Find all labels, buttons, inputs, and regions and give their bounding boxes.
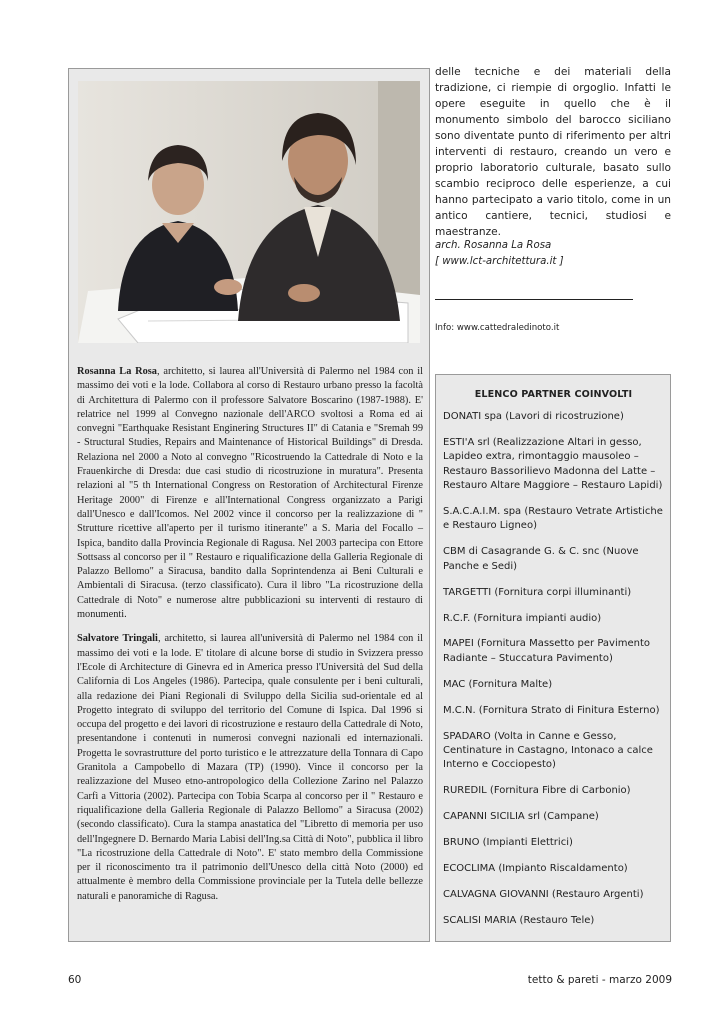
partner-item: CBM di Casagrande G. & C. snc (Nuove Panche e Sedi) <box>443 546 639 572</box>
info-line: Info: www.cattedraledinoto.it <box>435 323 560 333</box>
partner-item: MAPEI (Fornitura Massetto per Pavimento Radiante – Stuccatura Pavimento) <box>443 638 651 664</box>
partner-item: SCALISI MARIA (Restauro Tele) <box>443 914 595 926</box>
page-number: 60 <box>68 974 82 986</box>
partner-item: CAPANNI SICILIA srl (Campane) <box>443 811 599 823</box>
partner-item: CALVAGNA GIOVANNI (Restauro Argenti) <box>443 888 644 900</box>
intro-paragraph: delle tecniche e dei materiali della tradizione, ci riempie di orgoglio. Infatti le opere eseguite in quello che è il monumento simbolo del barocco siciliano sono diventate punto di riferimento per altri interventi di restauro, creando un vero e proprio laboratorio culturale, basato sullo scambio reciproco delle esperienze, a cui hanno partecipato a vario titolo, come in un antico cantiere, tecnici, studiosi e maestranze. <box>435 66 671 238</box>
publication-footer: tetto & pareti - marzo 2009 <box>527 974 672 986</box>
partners-list <box>443 410 664 928</box>
partners-box <box>435 374 671 942</box>
architects-photo <box>78 81 420 343</box>
bio-name-la-rosa: Rosanna La Rosa <box>77 366 157 377</box>
bio-name-tringali: Salvatore Tringali <box>77 633 158 645</box>
architects-photo-drawing <box>78 81 420 343</box>
bio-text-la-rosa: , architetto, si laurea all'Università di Palermo nel 1984 con il massimo dei voti e la lode. Collabora al corso di Restauro urbano presso la facoltà di Architettura di Palermo con il professore Salvatore Boscarino (1987-1988). E' relatrice nel 1999 al Convegno nazionale dell'ARCO svoltosi a Roma ed ai convegni "Earthquake Resistant Enginering Structures II" di Catania e "Sremah 99 - Structural Studies, Repairs and Maintenance of Historical Buildings" di Dresda. Relaziona nel 2000 a Noto al convegno "Ricostruendo la Cattedrale di Noto e la Frauenkirche di Dresda: due casi studio di ricostruzione in muratura". Presenta relazioni al "5 th International Congress on Restoration of Architectural Firenze Heritage 2000" di Firenze e all'International Congress organizzato a Parigi dall'Unesco e dall'Icomos. Nel 2002 vince il concorso per la realizzazione di " Strutture ricettive all'aperto per il turismo itinerante" a S. Maria del Focallo – Ispica, bandito dalla Provincia Regionale di Ragusa. Nel 2003 partecipa con Ettore Sottsass al concorso per il " Restauro e riqualificazione della Galleria Regionale di Palazzo Bellomo" a Siracusa, bandito dalla Soprintendenza ai Beni Culturali e Ambientali di Siracusa. (terzo classificato). Cura il libro "La ricostruzione della Cattedrale di Noto" e numerose altre pubblicazioni su interventi di restauro di monumenti. <box>77 366 423 621</box>
partner-item: DONATI spa (Lavori di ricostruzione) <box>443 411 624 422</box>
partner-item: ESTI'A srl (Realizzazione Altari in gesso, Lapideo extra, rimontaggio mausoleo – Restauro Bassorilievo Madonna del Latte – Restauro Altare Maggiore – Restauro Lapidi) <box>443 436 663 492</box>
partner-item: TARGETTI (Fornitura corpi illuminanti) <box>443 586 632 598</box>
bio-text <box>77 365 423 914</box>
signature-name: arch. Rosanna La Rosa <box>435 240 552 251</box>
bio-text-tringali: , architetto, si laurea all'università di Palermo nel 1984 con il massimo dei voti e la lode. E' titolare di alcune borse di studio in Svizzera presso l'Ecole di Architecture di Ginevra ed in America presso l'Università del Sud della California di Los Angeles (1986). Partecipa, quale consulente per i beni culturali, alla redazione dei Piani Regionali di Sviluppo della Sicilia sud-orientale ed al Progetto integrato di sviluppo del territorio del Comune di Ispica. Dal 1996 si occupa del progetto e dei lavori di ricostruzione e restauro della Cattedrale di Noto, presentandone i contenuti in numerosi convegni nazionali ed internazionali. Progetta le sovrastrutture del porto turistico e le attrezzature della Tonnara di Capo Granitola a Campobello di Mazara (TP) (1990). Vince il concorso per la realizzazione del Museo etno-antropologico della Collezione Zarino nel Palazzo Carfì a Vittoria (2002). Partecipa con Tobia Scarpa al concorso per il " Restauro e riqualificazione della Galleria Regionale di Palazzo Bellomo" a Siracusa (2002) (secondo classificato). Cura la stampa anastatica del "Libretto di memoria per uso dell'Ingegnere D. Bernardo Maria Labisi dell'Ing.sa Città di Noto", pubblica il libro "La ricostruzione della Cattedrale di Noto". E' stato membro della Commissione per il riconoscimento tra il patrimonio dell'Unesco della città Noto (2000) ed attualmente è membro della Commissione provinciale per la Tutela delle bellezze naturali e panoramiche di Ragusa. <box>77 633 424 902</box>
partner-item: BRUNO (Impianti Elettrici) <box>443 837 573 849</box>
intro-column <box>435 64 671 240</box>
bio-paragraph-tringali <box>77 632 423 904</box>
partner-item: RUREDIL (Fornitura Fibre di Carbonio) <box>443 785 631 797</box>
partner-item: S.A.C.A.I.M. spa (Restauro Vetrate Artistiche e Restauro Ligneo) <box>443 506 663 532</box>
divider <box>435 299 633 300</box>
bio-paragraph-la-rosa <box>77 365 423 622</box>
bio-box <box>68 68 430 942</box>
partner-item: ECOCLIMA (Impianto Riscaldamento) <box>443 863 628 875</box>
partners-title: ELENCO PARTNER COINVOLTI <box>474 389 633 400</box>
partner-item: MAC (Fornitura Malte) <box>443 678 553 690</box>
partner-item: R.C.F. (Fornitura impianti audio) <box>443 612 602 624</box>
signature-website: [ www.lct-architettura.it ] <box>435 256 564 267</box>
signature <box>435 238 671 270</box>
partner-item: SPADARO (Volta in Canne e Gesso, Centinature in Castagno, Intonaco a calce Interno e Cocciopesto) <box>443 730 653 771</box>
partner-item: M.C.N. (Fornitura Strato di Finitura Esterno) <box>443 704 660 716</box>
